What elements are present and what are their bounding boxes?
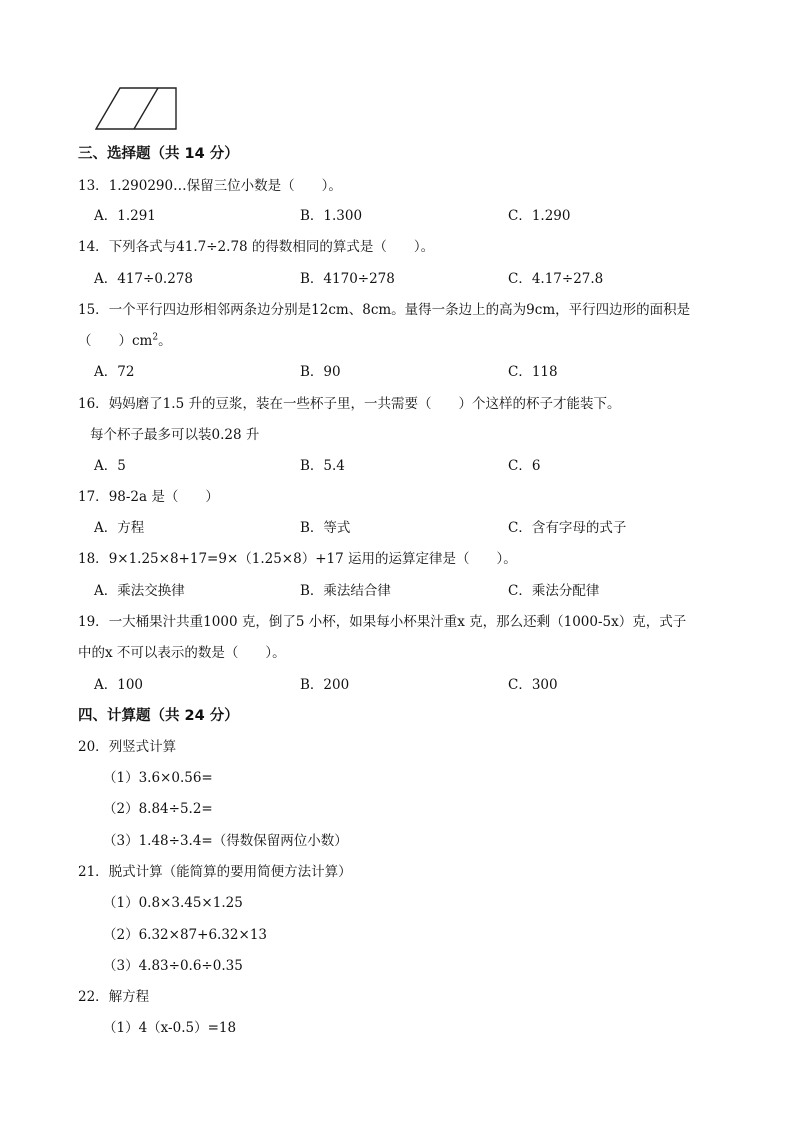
question-text: 下列各式与41.7÷2.78 的得数相同的算式是（ ）。: [108, 239, 435, 255]
sub-item: （3）1.48÷3.4=（得数保留两位小数）: [103, 833, 348, 849]
question-text: 1.290290…保留三位小数是（ ）。: [108, 178, 342, 194]
option-b: B．200: [300, 677, 350, 693]
question-21: [78, 863, 352, 881]
option-c: C．乘法分配律: [508, 583, 600, 599]
question-text: 列竖式计算: [108, 739, 177, 755]
option-a: A．方程: [94, 520, 145, 536]
question-number: 19．: [78, 614, 109, 630]
question-14: [78, 238, 434, 256]
option-a: A．100: [94, 677, 144, 693]
question-15-options: [94, 363, 694, 381]
option-b: B．90: [300, 364, 341, 380]
question-number: 17．: [78, 489, 109, 505]
sub-item: （1）3.6×0.56=: [103, 770, 213, 786]
superscript: 2: [152, 332, 159, 343]
question-13: [78, 177, 342, 195]
question-16: [78, 395, 620, 413]
option-c: C．1.290: [508, 208, 571, 224]
sub-item: （1）4（x-0.5）=18: [103, 1020, 237, 1036]
sub-item: （2）6.32×87+6.32×13: [103, 927, 267, 943]
question-18: [78, 550, 517, 568]
question-number: 15．: [78, 302, 109, 318]
sub-item: （3）4.83÷0.6÷0.35: [103, 958, 243, 974]
option-b: B．5.4: [300, 458, 345, 474]
question-text: 98-2a 是（ ）: [108, 489, 219, 505]
question-19-continuation: 中的x 不可以表示的数是（ ）。: [78, 645, 286, 661]
question-number: 22．: [78, 989, 109, 1005]
question-15-continuation: [78, 332, 172, 350]
question-17-options: [94, 519, 694, 537]
question-18-options: [94, 582, 694, 600]
option-c: C．6: [508, 458, 541, 474]
question-text-end: 。: [158, 333, 172, 349]
option-b: B．4170÷278: [300, 271, 395, 287]
question-number: 16．: [78, 396, 109, 412]
option-b: B．乘法结合律: [300, 583, 391, 599]
question-16-note: 每个杯子最多可以装0.28 升: [90, 427, 260, 443]
question-text-cont: （ ）cm: [78, 333, 153, 349]
question-number: 21．: [78, 864, 109, 880]
question-number: 14．: [78, 239, 109, 255]
option-a: A．72: [94, 364, 135, 380]
question-text: 脱式计算（能简算的要用简便方法计算）: [108, 864, 352, 880]
option-a: A．乘法交换律: [94, 583, 185, 599]
option-c: C．300: [508, 677, 558, 693]
question-number: 18．: [78, 551, 109, 567]
option-b: B．1.300: [300, 208, 363, 224]
question-number: 13．: [78, 178, 109, 194]
question-text: 一大桶果汁共重1000 克，倒了5 小杯，如果每小杯果汁重x 克，那么还剩（1000-5x）克，式子: [108, 614, 687, 630]
question-number: 20．: [78, 739, 109, 755]
sub-item: （2）8.84÷5.2=: [103, 801, 213, 817]
sub-item: （1）0.8×3.45×1.25: [103, 895, 243, 911]
question-15: [78, 301, 690, 319]
question-text: 妈妈磨了1.5 升的豆浆，装在一些杯子里，一共需要（ ）个这样的杯子才能装下。: [108, 396, 621, 412]
option-a: A．1.291: [94, 208, 156, 224]
question-20: [78, 738, 176, 756]
question-16-options: [94, 457, 694, 475]
parallelogram-trapezoid-figure-icon: [94, 84, 178, 132]
question-17: [78, 488, 219, 506]
question-text: 9×1.25×8+17=9×（1.25×8）+17 运用的运算定律是（ ）。: [108, 551, 517, 567]
option-c: C．4.17÷27.8: [508, 271, 604, 287]
option-b: B．等式: [300, 520, 351, 536]
question-13-options: [94, 207, 694, 225]
section-3-heading: 三、选择题（共 14 分）: [78, 146, 239, 162]
question-19: [78, 613, 686, 631]
option-c: C．118: [508, 364, 558, 380]
option-c: C．含有字母的式子: [508, 520, 627, 536]
question-22: [78, 988, 149, 1006]
question-14-options: [94, 270, 694, 288]
option-a: A．417÷0.278: [94, 271, 193, 287]
section-4-heading: 四、计算题（共 24 分）: [78, 708, 239, 724]
option-a: A．5: [94, 458, 126, 474]
question-19-options: [94, 676, 694, 694]
question-text: 一个平行四边形相邻两条边分别是12cm、8cm。量得一条边上的高为9cm，平行四边形的面积是: [108, 302, 691, 318]
question-text: 解方程: [108, 989, 150, 1005]
